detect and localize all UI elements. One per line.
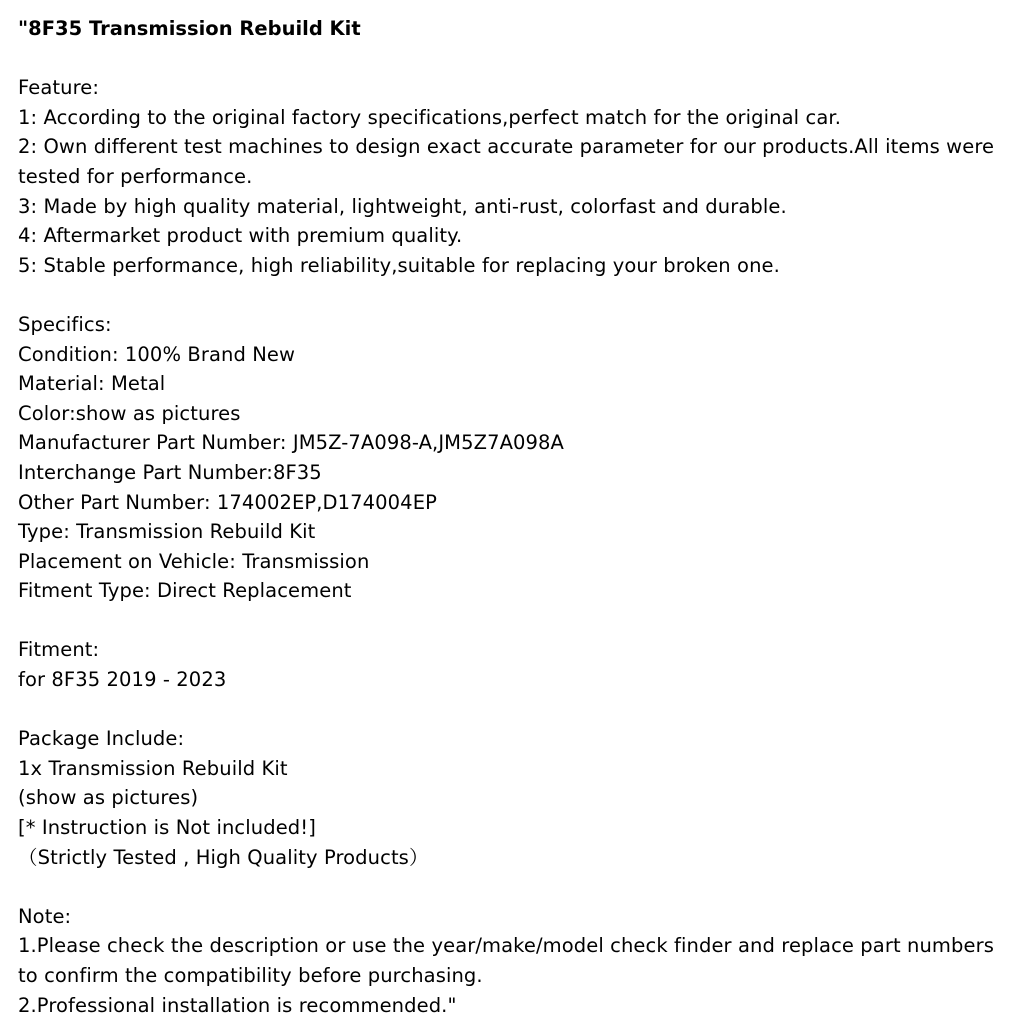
feature-line-1: 1: According to the original factory specifications,perfect match for the original car. xyxy=(18,105,841,129)
note-line-1: 1.Please check the description or use the year/make/model check finder and replace part numbers to confirm the compatibility before purchasing. xyxy=(18,934,1001,987)
spacer xyxy=(18,606,1006,636)
specifics-condition: Condition: 100% Brand New xyxy=(18,342,296,366)
specifics-interchange-part-number: Interchange Part Number:8F35 xyxy=(18,460,322,484)
package-line-1: 1x Transmission Rebuild Kit xyxy=(18,756,288,780)
fitment-line-1: for 8F35 2019 - 2023 xyxy=(18,668,227,692)
package-line-4: （Strictly Tested , High Quality Products） xyxy=(18,845,429,869)
spacer xyxy=(18,872,1006,902)
specifics-type: Type: Transmission Rebuild Kit xyxy=(18,520,316,544)
specifics-other-part-number: Other Part Number: 174002EP,D174004EP xyxy=(18,490,437,514)
feature-line-2: 2: Own different test machines to design exact accurate parameter for our products.All items were tested for performance. xyxy=(18,135,1001,188)
section-package-include xyxy=(18,724,1006,872)
section-note xyxy=(18,902,1006,1020)
package-line-3: [* Instruction is Not included!] xyxy=(18,816,316,840)
section-heading-package-include: Package Include: xyxy=(18,727,185,751)
section-fitment xyxy=(18,635,1006,694)
section-heading-note: Note: xyxy=(18,904,72,928)
section-feature xyxy=(18,73,1006,280)
section-heading-specifics: Specifics: xyxy=(18,312,112,336)
specifics-fitment-type: Fitment Type: Direct Replacement xyxy=(18,579,352,603)
specifics-placement-on-vehicle: Placement on Vehicle: Transmission xyxy=(18,549,370,573)
feature-line-5: 5: Stable performance, high reliability,suitable for replacing your broken one. xyxy=(18,253,780,277)
note-line-2: 2.Professional installation is recommended." xyxy=(18,993,457,1017)
spacer xyxy=(18,280,1006,310)
package-line-2: (show as pictures) xyxy=(18,786,199,810)
page-title: "8F35 Transmission Rebuild Kit xyxy=(18,17,361,40)
spacer xyxy=(18,695,1006,725)
specifics-manufacturer-part-number: Manufacturer Part Number: JM5Z-7A098-A,JM5Z7A098A xyxy=(18,431,564,455)
section-specifics xyxy=(18,310,1006,606)
feature-line-4: 4: Aftermarket product with premium quality. xyxy=(18,224,463,248)
section-heading-fitment: Fitment: xyxy=(18,638,100,662)
specifics-material: Material: Metal xyxy=(18,372,166,396)
feature-line-3: 3: Made by high quality material, lightweight, anti-rust, colorfast and durable. xyxy=(18,194,787,218)
spacer xyxy=(18,44,1006,74)
section-heading-feature: Feature: xyxy=(18,76,100,100)
specifics-color: Color:show as pictures xyxy=(18,401,241,425)
